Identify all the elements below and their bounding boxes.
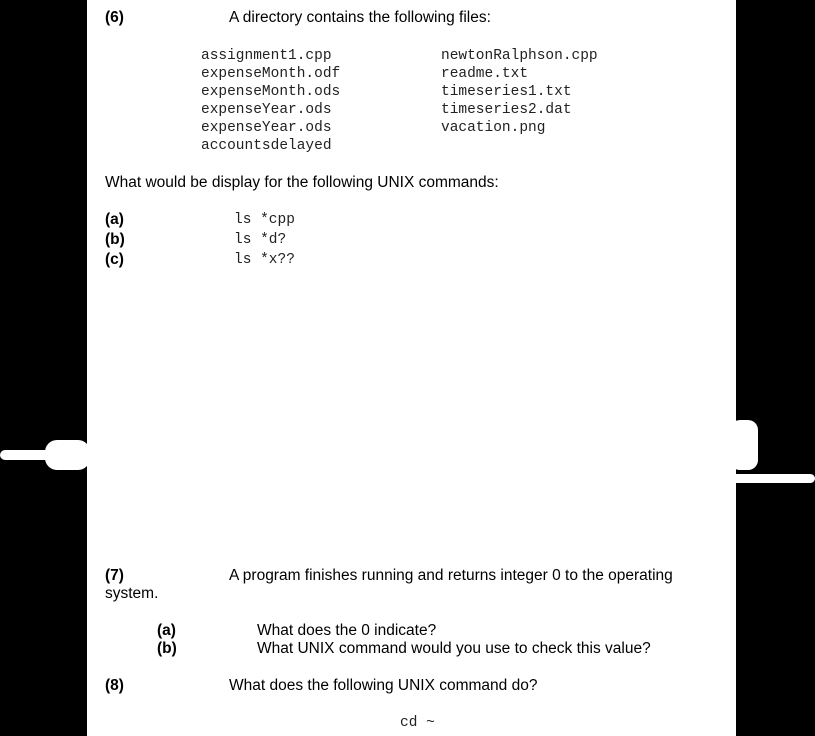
q8-command: cd ~ [400, 715, 435, 731]
q6-number: (6) [105, 9, 124, 26]
file-item: accountsdelayed [201, 138, 332, 154]
q6-part-b-command: ls *d? [234, 232, 287, 248]
file-item: expenseYear.ods [201, 120, 332, 136]
q8-prompt: What does the following UNIX command do? [229, 677, 538, 694]
scan-smudge-left-2 [45, 440, 90, 470]
q6-question: What would be display for the following UNIX commands: [105, 174, 499, 191]
q7-part-a-label: (a) [157, 622, 176, 639]
q7-part-a-text: What does the 0 indicate? [257, 622, 437, 639]
file-item: expenseYear.ods [201, 102, 332, 118]
file-item: assignment1.cpp [201, 48, 332, 64]
file-item: timeseries1.txt [441, 84, 572, 100]
file-item: timeseries2.dat [441, 102, 572, 118]
q7-prompt-line2: system. [105, 585, 159, 602]
q6-part-a-label: (a) [105, 211, 124, 228]
q6-part-b-label: (b) [105, 231, 125, 248]
scan-smudge-right [730, 474, 815, 483]
q8-number: (8) [105, 677, 124, 694]
q7-part-b-text: What UNIX command would you use to check this value? [257, 640, 651, 657]
q6-part-c-command: ls *x?? [234, 252, 295, 268]
file-item: readme.txt [441, 66, 529, 82]
scan-smudge-right-2 [730, 420, 758, 470]
file-item: newtonRalphson.cpp [441, 48, 598, 64]
q6-part-c-label: (c) [105, 251, 124, 268]
q6-part-a-command: ls *cpp [234, 212, 295, 228]
q7-prompt-line1: A program finishes running and returns integer 0 to the operating [229, 567, 673, 584]
q7-number: (7) [105, 567, 124, 584]
file-item: expenseMonth.ods [201, 84, 341, 100]
file-item: vacation.png [441, 120, 546, 136]
q6-prompt: A directory contains the following files: [229, 9, 491, 26]
file-item: expenseMonth.odf [201, 66, 341, 82]
q7-part-b-label: (b) [157, 640, 177, 657]
